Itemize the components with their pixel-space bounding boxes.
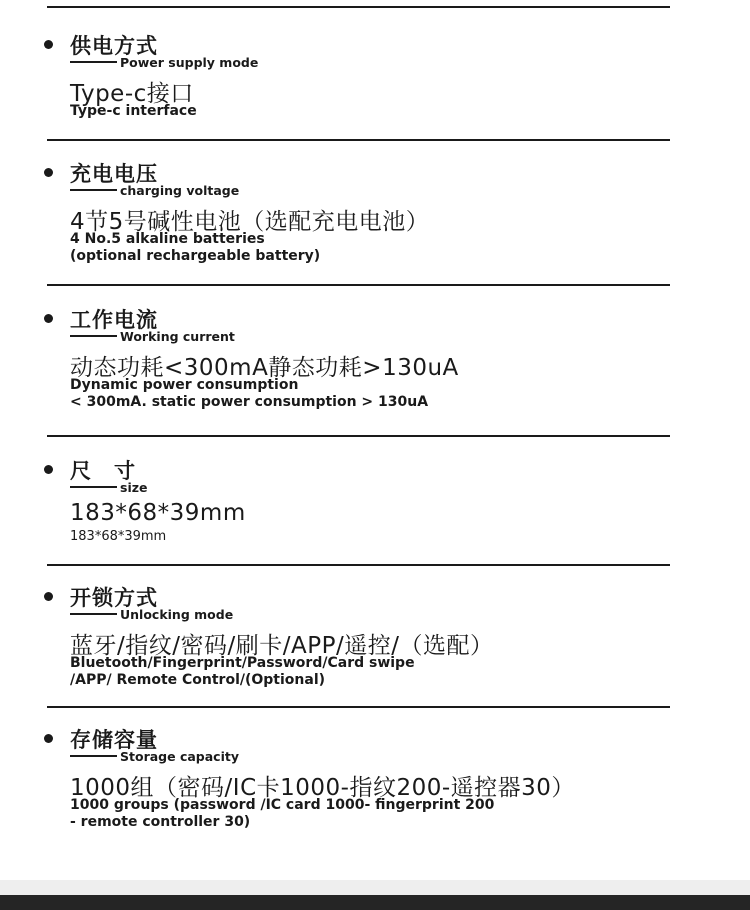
spec-title-en: Working current <box>120 328 235 344</box>
spec-subtitle-row <box>70 748 239 764</box>
spec-title-zh: 工作电流 <box>70 308 158 332</box>
spec-value-en <box>70 797 494 831</box>
spec-subtitle-row <box>70 328 235 344</box>
spec-title-zh: 尺 寸 <box>70 459 136 483</box>
spec-value: 4节5号碱性电池（选配充电电池） <box>70 209 430 235</box>
spec-storage-capacity <box>44 724 684 844</box>
spec-title-en: charging voltage <box>120 182 240 198</box>
spec-working-current <box>44 304 684 424</box>
dash-line <box>70 486 117 488</box>
spec-value-en-line: 1000 groups (password /IC card 1000- fingerprint 200 <box>70 797 495 813</box>
spec-value-en <box>70 231 320 265</box>
spec-value: 183*68*39mm <box>70 500 246 526</box>
bullet-dot-icon <box>44 40 53 49</box>
spec-value: 蓝牙/指纹/密码/刷卡/APP/遥控/（选配） <box>70 633 494 659</box>
spec-title-en: Power supply mode <box>120 54 259 70</box>
dash-line <box>70 61 117 63</box>
spec-value-en-line: Type-c interface <box>70 103 197 119</box>
spec-value: 动态功耗<300mA静态功耗>130uA <box>70 355 459 381</box>
footer-bar <box>0 895 750 910</box>
spec-unlocking-mode <box>44 582 684 702</box>
bullet-dot-icon <box>44 592 53 601</box>
spec-title-zh: 存储容量 <box>70 728 158 752</box>
divider-line <box>47 435 670 437</box>
spec-title-en: Unlocking mode <box>120 606 234 622</box>
spec-title-zh: 开锁方式 <box>70 586 158 610</box>
dash-line <box>70 189 117 191</box>
footer-band <box>0 880 750 895</box>
bullet-dot-icon <box>44 314 53 323</box>
spec-value-en-line: Dynamic power consumption <box>70 377 299 393</box>
spec-size <box>44 455 684 555</box>
spec-value-en-line: - remote controller 30) <box>70 814 251 830</box>
bullet-dot-icon <box>44 465 53 474</box>
spec-value-en-line: (optional rechargeable battery) <box>70 248 321 264</box>
spec-value-en-line: Bluetooth/Fingerprint/Password/Card swipe <box>70 655 415 671</box>
divider-line <box>47 564 670 566</box>
divider-line <box>47 706 670 708</box>
dash-line <box>70 755 117 757</box>
spec-value: 1000组（密码/IC卡1000-指纹200-遥控器30） <box>70 775 575 801</box>
spec-title-zh: 供电方式 <box>70 34 158 58</box>
dash-line <box>70 335 117 337</box>
spec-value-en-line: 183*68*39mm <box>70 529 167 544</box>
spec-title-en: size <box>120 479 148 495</box>
spec-title-en: Storage capacity <box>120 748 239 764</box>
divider-line <box>47 6 670 8</box>
spec-title-zh: 充电电压 <box>70 162 158 186</box>
spec-subtitle-row <box>70 54 258 70</box>
spec-value-en <box>70 103 197 120</box>
spec-value-en <box>70 528 166 545</box>
spec-subtitle-row <box>70 479 147 495</box>
dash-line <box>70 613 117 615</box>
spec-subtitle-row <box>70 182 239 198</box>
divider-line <box>47 139 670 141</box>
spec-value-en-line: 4 No.5 alkaline batteries <box>70 231 265 247</box>
spec-value-en <box>70 655 415 689</box>
spec-value-en-line: < 300mA. static power consumption > 130uA <box>70 394 429 410</box>
spec-value: Type-c接口 <box>70 81 194 107</box>
bullet-dot-icon <box>44 734 53 743</box>
spec-value-en-line: /APP/ Remote Control/(Optional) <box>70 672 326 688</box>
spec-value-en <box>70 377 428 411</box>
spec-subtitle-row <box>70 606 233 622</box>
divider-line <box>47 284 670 286</box>
spec-charging-voltage <box>44 158 684 278</box>
bullet-dot-icon <box>44 168 53 177</box>
spec-power-supply <box>44 30 684 130</box>
